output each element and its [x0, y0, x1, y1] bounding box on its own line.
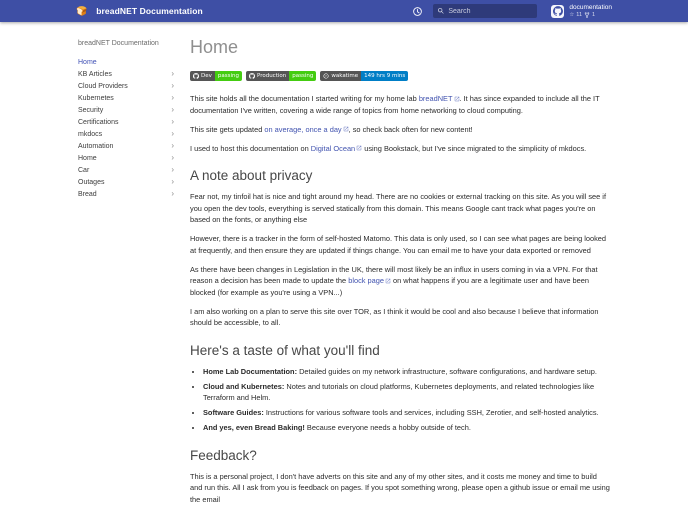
sidebar-item-outages-10[interactable] [78, 176, 174, 188]
paragraph: Fear not, my tinfoil hat is nice and tight around my head. There are no cookies or external tracking on this site. As you will see if you open the dev tools, everything is served statically from this domain. This means Google cant track what pages you're on based on the fonts, or anything else [190, 192, 607, 224]
sidebar-item-label: Bread [78, 190, 97, 198]
chevron-right-icon: › [171, 141, 174, 150]
sidebar-item-bread-11[interactable] [78, 188, 174, 200]
star-icon: ☆ [569, 11, 575, 18]
paragraph: This site gets updated on average, once a day , so check back often for new content! [190, 124, 473, 134]
sidebar-item-label: KB Articles [78, 70, 112, 78]
theme-toggle-clock-icon[interactable] [412, 6, 423, 17]
badge-wakatime[interactable] [320, 71, 408, 81]
external-link-icon [356, 145, 362, 151]
link-on-average-once-a-day[interactable]: on average, once a day [264, 125, 348, 134]
sidebar-item-label: Cloud Providers [78, 82, 128, 90]
chevron-right-icon: › [171, 189, 174, 198]
paragraph: I used to host this documentation on Digital Ocean using Bookstack, but I've since migrated to the simplicity of mkdocs. [190, 143, 587, 153]
sidebar-item-label: mkdocs [78, 130, 103, 138]
feature-list [203, 366, 611, 434]
page-title: Home [190, 37, 239, 57]
sidebar-item-mkdocs-6[interactable] [78, 128, 174, 140]
chevron-right-icon: › [171, 81, 174, 90]
sidebar-item-home-8[interactable] [78, 152, 174, 164]
badge-value: passing [289, 71, 316, 81]
sidebar-item-security-4[interactable] [78, 104, 174, 116]
sidebar-item-home-0[interactable] [78, 56, 174, 68]
github-icon [193, 73, 199, 79]
sidebar-item-kubernetes-3[interactable] [78, 92, 174, 104]
chevron-right-icon: › [171, 165, 174, 174]
badge-row [190, 71, 611, 81]
badge-label: Production [246, 71, 289, 81]
list-item: • And yes, even Bread Baking! Because everyone needs a hobby outside of tech. [203, 422, 611, 434]
chevron-right-icon: › [171, 117, 174, 126]
repo-stats [569, 12, 612, 19]
paragraph: As there have been changes in Legislation in the UK, there will most likely be an influx in users coming in via a VPN. For that reason a decision has been made to update the block page on what happens if you are a legitimate user and have been blocked (for example as you're using a VPN...) [190, 264, 598, 297]
sidebar-item-label: Kubernetes [78, 94, 114, 102]
sidebar-item-label: Automation [78, 142, 114, 150]
section-heading-feedback: Feedback? [190, 447, 257, 463]
sidebar-item-label: Outages [78, 178, 105, 186]
external-link-icon [385, 278, 391, 284]
sidebar-item-label: Car [78, 166, 90, 174]
list-item: • Home Lab Documentation: Detailed guides on my network infrastructure, software configurations, and hardware setup. [203, 366, 611, 378]
external-link-icon [454, 96, 460, 102]
external-link-icon [343, 126, 349, 132]
sidebar-item-car-9[interactable] [78, 164, 174, 176]
search-bar[interactable] [433, 4, 537, 18]
paragraph: This is a personal project, I don't have adverts on this site and any of my other sites, and it costs me money and time to build and run this. All I ask from you is feedback on pages. If you spot something wrong, please open a github issue or email me using the email [190, 471, 610, 504]
paragraph: This site holds all the documentation I started writing for my home lab breadNET . It has since expanded to include all the IT documentation I've written, covering a wide range of topics from home networking to cloud computing. [190, 94, 600, 115]
sidebar-item-kb-articles-1[interactable] [78, 68, 174, 80]
sidebar-title: breadNET Documentation [78, 40, 159, 47]
site-logo-bread-icon[interactable]: 🍞 [76, 5, 88, 16]
sidebar-item-label: Home [78, 154, 97, 162]
list-item: • Cloud and Kubernetes: Notes and tutorials on cloud platforms, Kubernetes deployments, and related technologies like Terraform and Helm. [203, 381, 611, 404]
badge-dev[interactable] [190, 71, 242, 81]
sidebar-item-cloud-providers-2[interactable] [78, 80, 174, 92]
repo-fork-count: 1 [592, 11, 596, 18]
sidebar-item-automation-7[interactable] [78, 140, 174, 152]
badge-production[interactable] [246, 71, 316, 81]
sidebar-item-label: Home [78, 58, 97, 66]
repo-star-count: 11 [576, 11, 583, 18]
repo-link[interactable] [551, 4, 612, 19]
repo-name: documentation [569, 3, 612, 11]
chevron-right-icon: › [171, 129, 174, 138]
section-heading-here-s-a-taste-of-what-you-ll-find: Here's a taste of what you'll find [190, 342, 380, 358]
sidebar-item-label: Certifications [78, 118, 119, 126]
site-title[interactable]: breadNET Documentation [96, 6, 203, 16]
search-icon [437, 7, 445, 15]
sidebar-item-label: Security [78, 106, 104, 114]
fork-icon [584, 12, 590, 18]
badge-label: Dev [190, 71, 215, 81]
badge-value: passing [215, 71, 242, 81]
paragraph: I am also working on a plan to serve this site over TOR, as I think it would be cool and also because I believe that information should be accessible, to all. [190, 306, 599, 327]
search-input[interactable] [448, 8, 533, 15]
github-icon [249, 73, 255, 79]
chevron-right-icon: › [171, 153, 174, 162]
sidebar-nav [78, 40, 174, 200]
badge-label: wakatime [320, 71, 361, 81]
link-digital-ocean[interactable]: Digital Ocean [311, 144, 362, 153]
wakatime-icon [323, 73, 329, 79]
chevron-right-icon: › [171, 177, 174, 186]
section-heading-a-note-about-privacy: A note about privacy [190, 168, 313, 183]
github-icon [551, 5, 564, 18]
main-content [190, 30, 611, 513]
badge-value: 149 hrs 9 mins [361, 71, 408, 81]
chevron-right-icon: › [171, 93, 174, 102]
app-header [0, 0, 688, 22]
chevron-right-icon: › [171, 105, 174, 114]
paragraph: However, there is a tracker in the form of self-hosted Matomo. This data is only used, so I can see what pages are being looked at frequently, and then ensure they are updated if things change. You can email me to have your data exported or removed [190, 234, 607, 255]
sidebar-item-certifications-5[interactable] [78, 116, 174, 128]
chevron-right-icon: › [171, 69, 174, 78]
link-breadnet[interactable]: breadNET [419, 94, 460, 103]
list-item: • Software Guides: Instructions for various software tools and services, including SSH, Zerotier, and self-hosted analytics. [203, 407, 611, 419]
link-block-page[interactable]: block page [348, 276, 391, 285]
